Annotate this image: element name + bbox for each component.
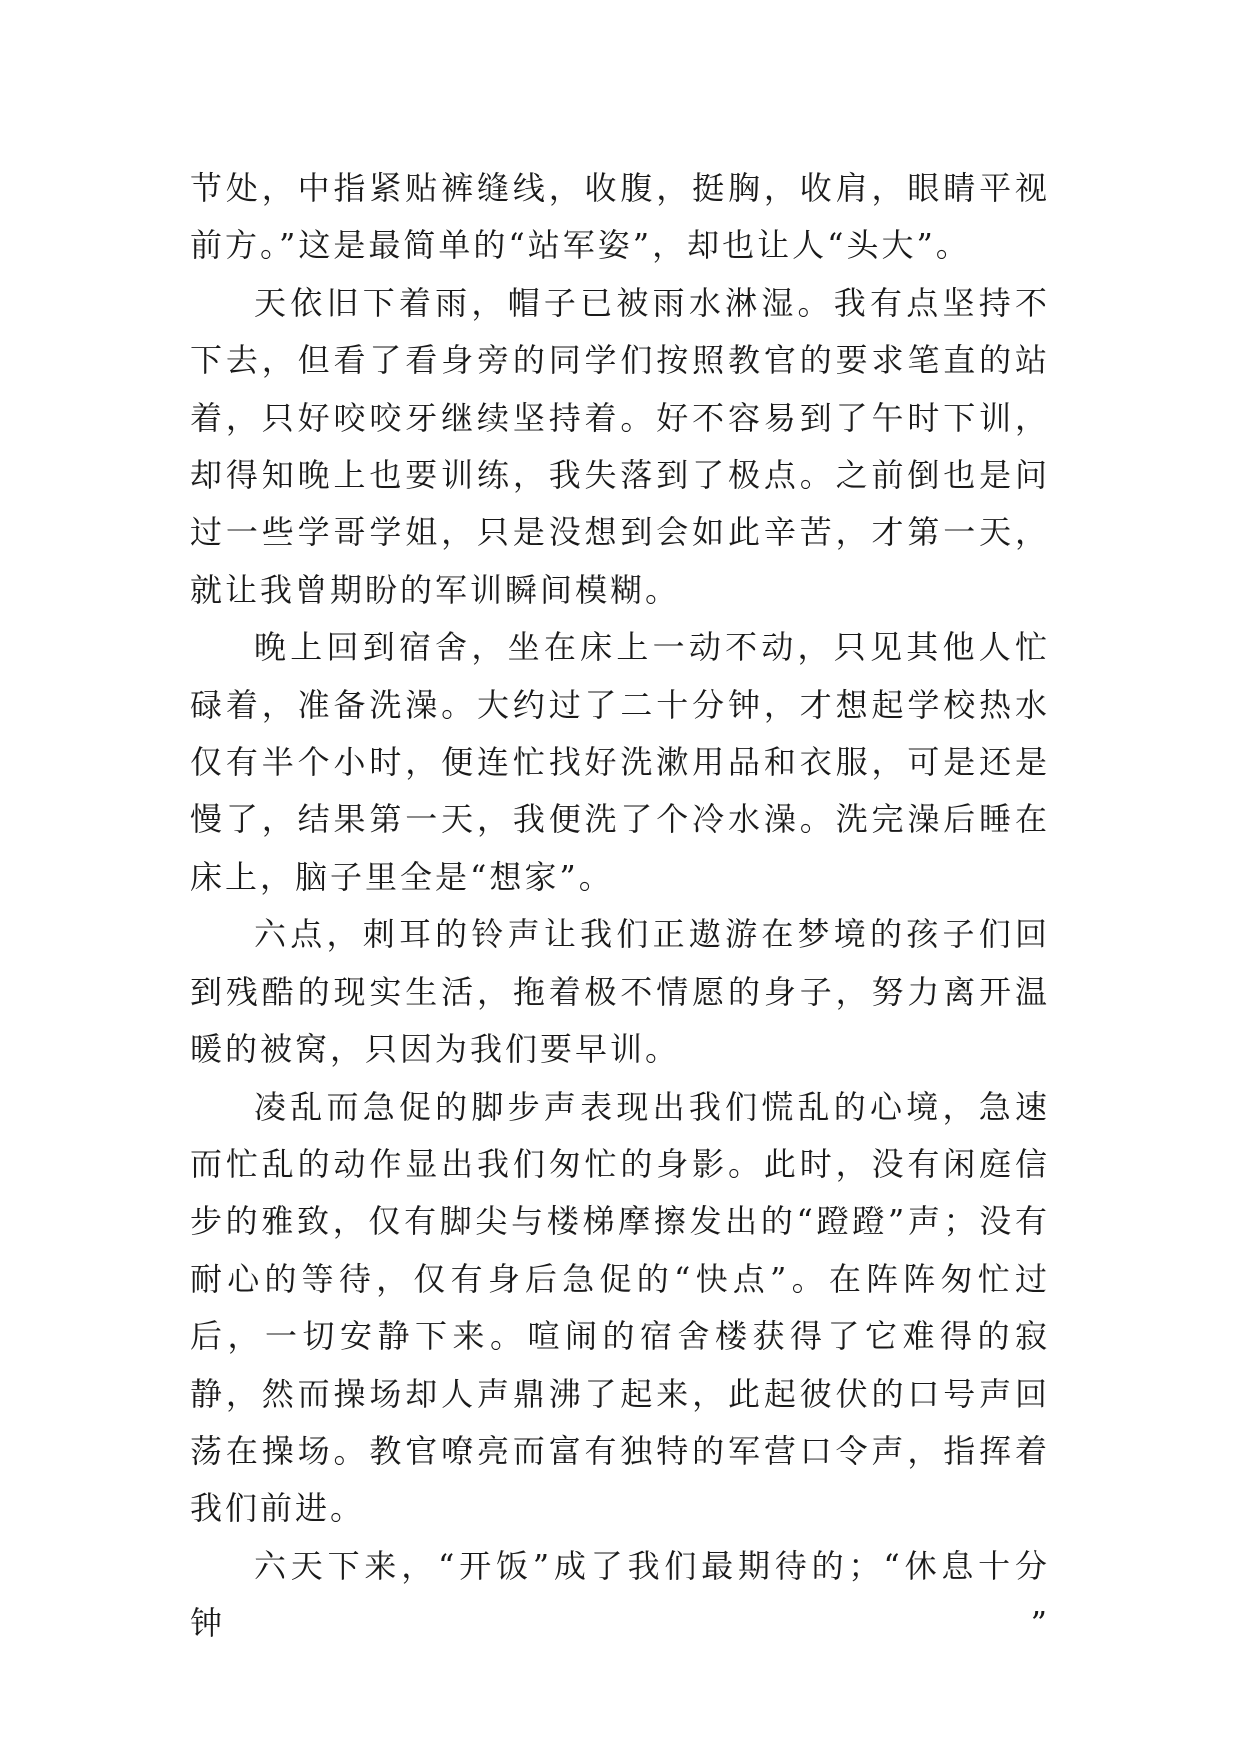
paragraph: 天依旧下着雨，帽子已被雨水淋湿。我有点坚持不下去，但看了看身旁的同学们按照教官的要求笔直的站着，只好咬咬牙继续坚持着。好不容易到了午时下训，却得知晚上也要训练，我失落到了极点。之前倒也是问过一些学哥学姐，只是没想到会如此辛苦，才第一天，就让我曾期盼的军训瞬间模糊。 (190, 283, 1050, 609)
paragraph-continued: 节处，中指紧贴裤缝线，收腹，挺胸，收肩，眼睛平视前方。”这是最简单的“站军姿”，却也让人“头大”。 (190, 169, 1050, 265)
paragraph: 凌乱而急促的脚步声表现出我们慌乱的心境，急速而忙乱的动作显出我们匆忙的身影。此时，没有闲庭信步的雅致，仅有脚尖与楼梯摩擦发出的“蹬蹬”声；没有耐心的等待，仅有身后急促的“快点”。在阵阵匆忙过后，一切安静下来。喧闹的宿舍楼获得了它难得的寂静，然而操场却人声鼎沸了起来，此起彼伏的口号声回荡在操场。教官嘹亮而富有独特的军营口令声，指挥着我们前进。 (190, 1087, 1050, 1528)
paragraph: 晚上回到宿舍，坐在床上一动不动，只见其他人忙碌着，准备洗澡。大约过了二十分钟，才想起学校热水仅有半个小时，便连忙找好洗漱用品和衣服，可是还是慢了，结果第一天，我便洗了个冷水澡。洗完澡后睡在床上，脑子里全是“想家”。 (190, 628, 1050, 896)
paragraph-truncated: 六天下来，“开饭”成了我们最期待的；“休息十分钟” (190, 1546, 1050, 1643)
paragraph: 六点，刺耳的铃声让我们正遨游在梦境的孩子们回到残酷的现实生活，拖着极不情愿的身子，努力离开温暖的被窝，只因为我们要早训。 (190, 915, 1050, 1069)
document-body (190, 160, 1050, 1653)
